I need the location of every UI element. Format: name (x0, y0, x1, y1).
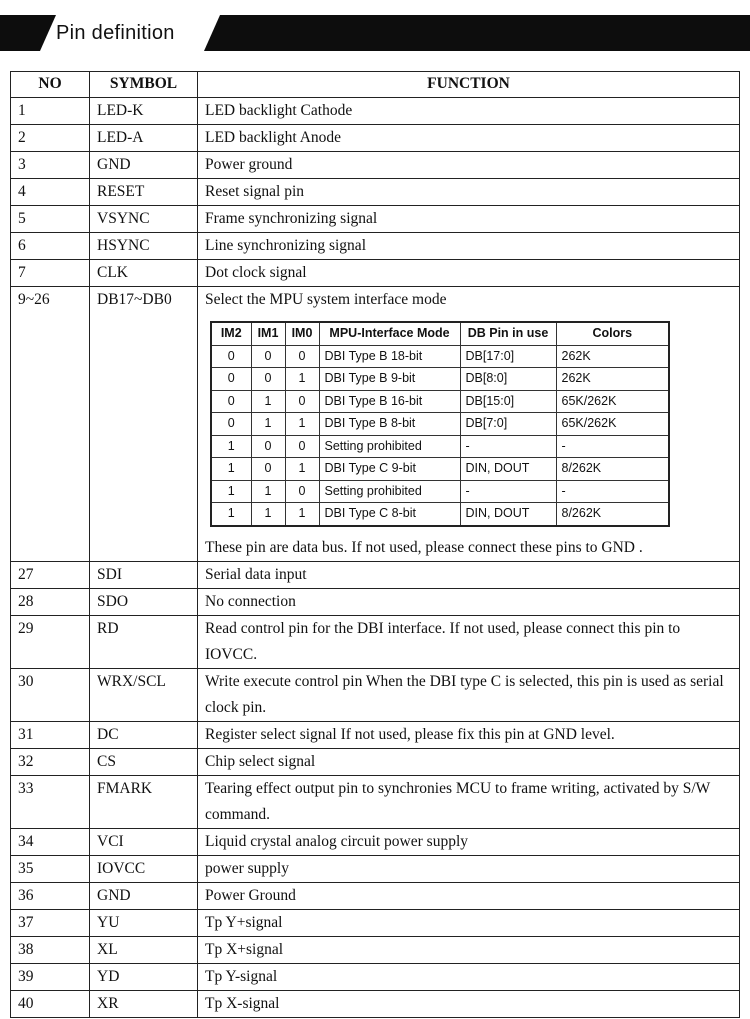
pin-number: 36 (11, 882, 90, 909)
mpu-table-cell: 0 (251, 368, 285, 391)
mpu-table-cell: 65K/262K (556, 390, 669, 413)
pin-row (11, 125, 740, 152)
mpu-table-cell: 1 (211, 480, 251, 503)
mpu-table-cell: 1 (285, 368, 319, 391)
pin-symbol: LED-A (90, 125, 198, 152)
header-title: Pin definition (56, 22, 175, 44)
pin-number: 6 (11, 233, 90, 260)
section-header (0, 15, 750, 51)
mpu-table-cell: 262K (556, 368, 669, 391)
pin-row (11, 828, 740, 855)
pin-symbol: VCI (90, 828, 198, 855)
pin-row (11, 963, 740, 990)
pin-function: Chip select signal (198, 748, 740, 775)
pin-symbol: YD (90, 963, 198, 990)
pin-function: Tearing effect output pin to synchronies MCU to frame writing, activated by S/W command. (198, 775, 740, 828)
column-header-no: NO (11, 72, 90, 98)
pin-row (11, 561, 740, 588)
mpu-table-cell: 0 (285, 390, 319, 413)
pin-row (11, 748, 740, 775)
pin-row (11, 909, 740, 936)
mpu-table-cell: 8/262K (556, 503, 669, 526)
pin-row (11, 990, 740, 1017)
mpu-table-cell: 1 (251, 413, 285, 436)
mpu-table-cell: DB[15:0] (460, 390, 556, 413)
mpu-table-cell: 1 (211, 503, 251, 526)
pin-row (11, 882, 740, 909)
pin-function: Dot clock signal (198, 260, 740, 287)
pin-function: LED backlight Anode (198, 125, 740, 152)
pin-number: 27 (11, 561, 90, 588)
pin-symbol: FMARK (90, 775, 198, 828)
pin-number: 32 (11, 748, 90, 775)
pin-function: Reset signal pin (198, 179, 740, 206)
pin-symbol: DB17~DB0 (90, 287, 198, 562)
pin-row (11, 936, 740, 963)
pin-number: 28 (11, 588, 90, 615)
pin-function: Serial data input (198, 561, 740, 588)
mpu-table-cell: - (556, 480, 669, 503)
pin-number: 9~26 (11, 287, 90, 562)
mpu-table-cell: 0 (285, 435, 319, 458)
pin-row (11, 615, 740, 668)
pin-symbol: SDI (90, 561, 198, 588)
pin-symbol: IOVCC (90, 855, 198, 882)
mpu-table-cell: 1 (251, 480, 285, 503)
pin-number: 38 (11, 936, 90, 963)
mpu-table-cell: 1 (251, 503, 285, 526)
mpu-table-row (211, 503, 669, 526)
mpu-table-cell: DIN, DOUT (460, 503, 556, 526)
mpu-column-header: DB Pin in use (460, 322, 556, 345)
mpu-table-cell: DB[17:0] (460, 345, 556, 368)
mpu-table-cell: DBI Type C 9-bit (319, 458, 460, 481)
mpu-table-cell: DBI Type B 9-bit (319, 368, 460, 391)
pin-row (11, 179, 740, 206)
mpu-column-header: IM0 (285, 322, 319, 345)
mpu-column-header: IM1 (251, 322, 285, 345)
pin-number: 31 (11, 721, 90, 748)
pin-symbol: CS (90, 748, 198, 775)
pin-number: 39 (11, 963, 90, 990)
mpu-table-cell: 0 (251, 345, 285, 368)
pin-function: Power Ground (198, 882, 740, 909)
pin-function: Write execute control pin When the DBI type C is selected, this pin is used as serial clock pin. (198, 668, 740, 721)
db-row-function-text: Select the MPU system interface mode (205, 291, 447, 308)
pin-row (11, 668, 740, 721)
pin-number: 30 (11, 668, 90, 721)
mpu-table-cell: 0 (251, 435, 285, 458)
pin-symbol: WRX/SCL (90, 668, 198, 721)
pin-number: 2 (11, 125, 90, 152)
pin-function: Tp X+signal (198, 936, 740, 963)
pin-row (11, 98, 740, 125)
pin-symbol: XR (90, 990, 198, 1017)
pin-function: power supply (198, 855, 740, 882)
pin-number: 40 (11, 990, 90, 1017)
pin-symbol: HSYNC (90, 233, 198, 260)
pin-row (11, 588, 740, 615)
mpu-table-cell: 1 (251, 390, 285, 413)
mpu-table-cell: - (460, 435, 556, 458)
mpu-table-cell: 65K/262K (556, 413, 669, 436)
mpu-table-row (211, 390, 669, 413)
pin-function: Power ground (198, 152, 740, 179)
mpu-interface-table (210, 321, 670, 527)
mpu-table-cell: 1 (285, 458, 319, 481)
pin-symbol: VSYNC (90, 206, 198, 233)
mpu-table-cell: 0 (211, 413, 251, 436)
pin-function (198, 287, 740, 562)
pin-row (11, 233, 740, 260)
mpu-table-row (211, 413, 669, 436)
pin-function: LED backlight Cathode (198, 98, 740, 125)
mpu-table-cell: 262K (556, 345, 669, 368)
pin-row-db-bus (11, 287, 740, 562)
mpu-column-header: IM2 (211, 322, 251, 345)
pin-function: Line synchronizing signal (198, 233, 740, 260)
mpu-table-cell: 0 (251, 458, 285, 481)
mpu-table-cell: 0 (211, 390, 251, 413)
mpu-table-cell: 0 (211, 345, 251, 368)
pin-row (11, 260, 740, 287)
mpu-table-cell: DIN, DOUT (460, 458, 556, 481)
mpu-table-wrapper (205, 313, 732, 535)
pin-row (11, 152, 740, 179)
pin-function: Tp Y+signal (198, 909, 740, 936)
pin-number: 7 (11, 260, 90, 287)
pin-symbol: DC (90, 721, 198, 748)
mpu-table-row (211, 368, 669, 391)
mpu-table-cell: - (556, 435, 669, 458)
pin-number: 5 (11, 206, 90, 233)
pin-symbol: CLK (90, 260, 198, 287)
pin-table-body (11, 98, 740, 1018)
pin-number: 3 (11, 152, 90, 179)
mpu-table-cell: 1 (211, 435, 251, 458)
pin-function: Frame synchronizing signal (198, 206, 740, 233)
pin-symbol: RD (90, 615, 198, 668)
pin-definition-table (10, 71, 740, 1018)
pin-number: 33 (11, 775, 90, 828)
pin-function: No connection (198, 588, 740, 615)
pin-row (11, 855, 740, 882)
pin-row (11, 775, 740, 828)
pin-symbol: GND (90, 152, 198, 179)
pin-symbol: XL (90, 936, 198, 963)
pin-function: Liquid crystal analog circuit power supply (198, 828, 740, 855)
mpu-column-header: Colors (556, 322, 669, 345)
pin-function: Tp X-signal (198, 990, 740, 1017)
column-header-symbol: SYMBOL (90, 72, 198, 98)
mpu-table-cell: DBI Type B 8-bit (319, 413, 460, 436)
mpu-table-cell: DB[7:0] (460, 413, 556, 436)
mpu-table-cell: 0 (285, 345, 319, 368)
mpu-table-row (211, 458, 669, 481)
mpu-table-cell: 1 (211, 458, 251, 481)
pin-table-header-row (11, 72, 740, 98)
mpu-table-cell: 1 (285, 413, 319, 436)
pin-symbol: RESET (90, 179, 198, 206)
mpu-table-cell: Setting prohibited (319, 435, 460, 458)
db-row-note: These pin are data bus. If not used, please connect these pins to GND . (205, 538, 643, 556)
mpu-table-cell: DB[8:0] (460, 368, 556, 391)
mpu-table-cell: Setting prohibited (319, 480, 460, 503)
mpu-table-cell: DBI Type B 16-bit (319, 390, 460, 413)
mpu-table-cell: DBI Type C 8-bit (319, 503, 460, 526)
pin-number: 34 (11, 828, 90, 855)
mpu-table-header-row (211, 322, 669, 345)
mpu-table-cell: 0 (285, 480, 319, 503)
mpu-table-cell: 0 (211, 368, 251, 391)
mpu-table-cell: DBI Type B 18-bit (319, 345, 460, 368)
pin-function: Register select signal If not used, please fix this pin at GND level. (198, 721, 740, 748)
pin-number: 35 (11, 855, 90, 882)
pin-row (11, 721, 740, 748)
column-header-function: FUNCTION (198, 72, 740, 98)
mpu-table-cell: - (460, 480, 556, 503)
pin-row (11, 206, 740, 233)
pin-function: Tp Y-signal (198, 963, 740, 990)
pin-symbol: SDO (90, 588, 198, 615)
pin-symbol: YU (90, 909, 198, 936)
mpu-table-row (211, 345, 669, 368)
mpu-table-row (211, 480, 669, 503)
pin-number: 29 (11, 615, 90, 668)
pin-number: 37 (11, 909, 90, 936)
pin-symbol: GND (90, 882, 198, 909)
mpu-table-cell: 8/262K (556, 458, 669, 481)
pin-symbol: LED-K (90, 98, 198, 125)
pin-number: 1 (11, 98, 90, 125)
mpu-table-row (211, 435, 669, 458)
mpu-table-cell: 1 (285, 503, 319, 526)
pin-number: 4 (11, 179, 90, 206)
mpu-column-header: MPU-Interface Mode (319, 322, 460, 345)
pin-function: Read control pin for the DBI interface. If not used, please connect this pin to IOVCC. (198, 615, 740, 668)
